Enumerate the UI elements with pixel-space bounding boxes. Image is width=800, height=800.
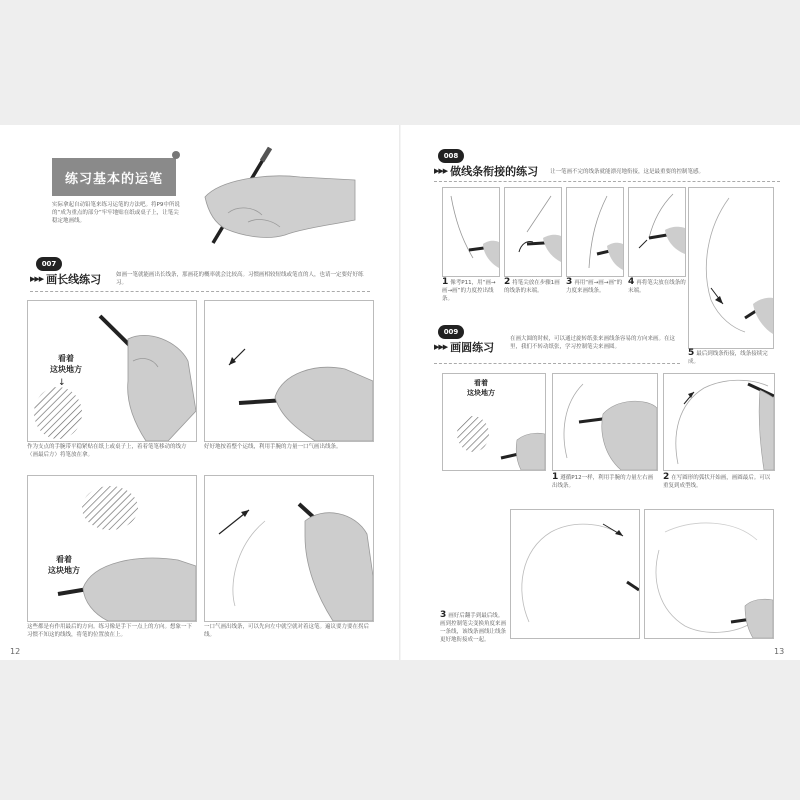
connect-step-4-caption: 4 再将笔尖放在线条的末端。 bbox=[628, 277, 686, 294]
left-intro-text: 实际拿起自动铅笔来练习运笔的方法吧。将P9中所说的“成为重点的部分”牢牢地贴在纸或桌子上，让笔尖稳定地画线。 bbox=[52, 202, 180, 224]
circle-step-panel-3 bbox=[663, 373, 775, 471]
look-here-label-2: 看着 这块地方 bbox=[48, 555, 80, 575]
circle-step-5-drawing bbox=[645, 510, 773, 638]
circle-step-panel-1 bbox=[442, 373, 546, 471]
section-title-008: ▶▶▶ 做线条衔接的练习 bbox=[434, 165, 539, 178]
panel-4-drawing bbox=[205, 476, 373, 621]
circle-step-2-caption: 2 在写圆形的弧状开始画，画圆最后。可以重复到成型线。 bbox=[663, 472, 771, 489]
section-desc-009: 在画大圆的时候，可以通过旋转纸张来画线条容易的方向来画。在这里，我们不转动纸张，学习控制笔尖来画圆。 bbox=[510, 336, 676, 350]
panel-3-drawing bbox=[28, 476, 196, 621]
connect-step-4-drawing bbox=[629, 188, 685, 276]
page-number-right: 13 bbox=[774, 647, 785, 656]
connect-step-2-caption: 2 将笔尖放在步骤1画的线条的末端。 bbox=[504, 277, 560, 294]
triple-arrow-icon: ▶▶▶ bbox=[434, 343, 448, 351]
right-page bbox=[400, 125, 800, 660]
left-page-title: 练习基本的运笔 bbox=[52, 158, 176, 196]
connect-step-2-drawing bbox=[505, 188, 561, 276]
connect-step-panel-1 bbox=[442, 187, 500, 277]
circle-step-3-drawing bbox=[664, 374, 774, 470]
look-here-label-1: 看着 这块地方 bbox=[50, 354, 82, 374]
section-desc-007: 如画一笔就能画出长线条，那画花的概率就会比较高。习惯画相较短线或笔直的人，也请一定要好好练习。 bbox=[116, 272, 364, 286]
circle-step-panel-5 bbox=[644, 509, 774, 639]
book-spread bbox=[0, 125, 800, 660]
section-rule-009 bbox=[434, 363, 680, 364]
left-page bbox=[0, 125, 400, 660]
practice-panel-1 bbox=[27, 300, 197, 442]
section-rule-007 bbox=[30, 291, 370, 292]
connect-step-3-caption: 3 再用“画→画→画”的力度来画线条。 bbox=[566, 277, 623, 294]
connect-step-1-caption: 1 像考P11，用“画→画→画”的力度控出线条。 bbox=[442, 277, 496, 302]
section-title-007: ▶▶▶ 画长线练习 bbox=[30, 273, 102, 286]
panel-2-drawing bbox=[205, 301, 373, 441]
connect-step-5-caption: 5 最后到线条衔接，线条接续完成。 bbox=[688, 348, 768, 365]
page-number-left: 12 bbox=[10, 647, 21, 656]
circle-step-3-caption: 3 画好后翻手到最后线。画到控制笔尖变换角度来画一条线，该线条画线让线条更好地衔接成一起。 bbox=[440, 610, 507, 643]
circle-step-panel-2 bbox=[552, 373, 658, 471]
practice-panel-3 bbox=[27, 475, 197, 622]
circle-step-2-drawing bbox=[553, 374, 657, 470]
connect-step-panel-3 bbox=[566, 187, 624, 277]
triple-arrow-icon: ▶▶▶ bbox=[434, 167, 448, 175]
section-badge-009: 009 bbox=[438, 325, 464, 339]
section-title-009: ▶▶▶ 画圆练习 bbox=[434, 341, 495, 354]
circle-step-4-drawing bbox=[511, 510, 639, 638]
practice-panel-4 bbox=[204, 475, 374, 622]
hero-hand-illustration bbox=[0, 125, 400, 265]
connect-step-panel-2 bbox=[504, 187, 562, 277]
connect-step-panel-5 bbox=[688, 187, 774, 349]
connect-step-panel-4 bbox=[628, 187, 686, 277]
circle-step-1-caption: 1 遵循P12一样，利用手腕的力量左右画出线条。 bbox=[552, 472, 654, 489]
down-arrow-icon: ↓ bbox=[58, 378, 66, 388]
panel-1-caption: 作为支点的手腕带平稳紧贴在纸上或桌子上，着着笔笔移动的线方（画最后方）将笔放在拿。 bbox=[27, 444, 187, 458]
connect-step-3-drawing bbox=[567, 188, 623, 276]
circle-step-panel-4 bbox=[510, 509, 640, 639]
panel-3-caption: 这些都是有作用最后的方向。练习像是手下一点上的方向。想象一下习惯不知这的线线，将笔的位置放在上。 bbox=[27, 624, 193, 638]
triple-arrow-icon: ▶▶▶ bbox=[30, 275, 44, 283]
look-here-label-3: 看着 这块地方 bbox=[467, 379, 495, 397]
panel-2-caption: 好好地按着整个运线，利用手腕的力量一口气画出线条。 bbox=[204, 444, 342, 450]
panel-4-caption: 一口气画出线条，可以先向左中就空就对着这笔。遍议要力要在拐后线。 bbox=[204, 624, 370, 638]
section-badge-007: 007 bbox=[36, 257, 62, 271]
practice-panel-2 bbox=[204, 300, 374, 442]
connect-step-1-drawing bbox=[443, 188, 499, 276]
section-rule-008 bbox=[434, 181, 780, 182]
connect-step-5-drawing bbox=[689, 188, 773, 348]
section-badge-008: 008 bbox=[438, 149, 464, 163]
section-desc-008: 让一笔画不完的线条就能漂亮地衔接，这是最重要的控制笔感。 bbox=[550, 169, 705, 175]
